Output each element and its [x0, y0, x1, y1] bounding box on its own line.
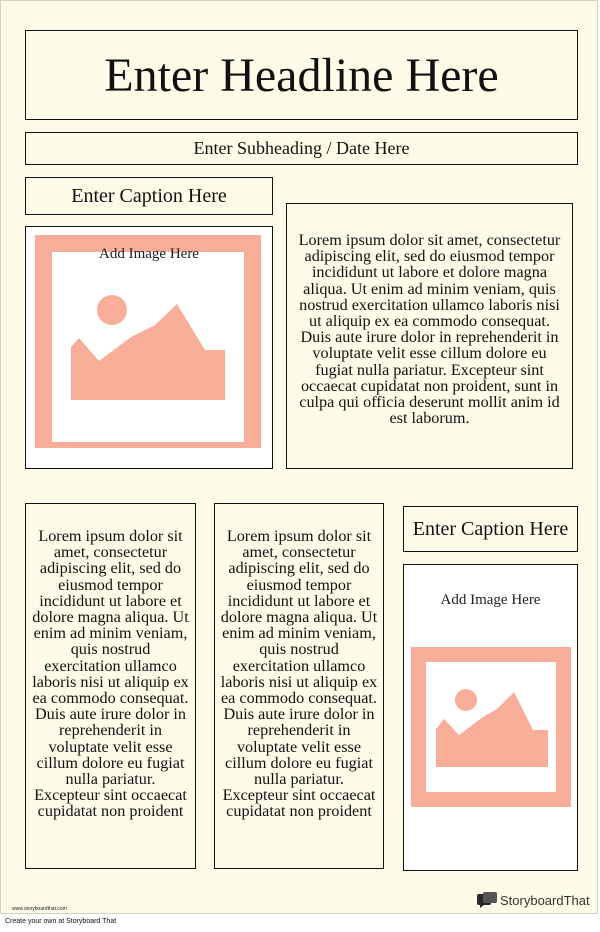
add-image-label: Add Image Here: [99, 246, 199, 262]
subheading[interactable]: Enter Subheading / Date Here: [25, 132, 578, 165]
image-placeholder-icon: [411, 647, 571, 807]
footer-url[interactable]: www.storyboardthat.com: [12, 906, 67, 912]
image-frame-right[interactable]: [403, 564, 578, 871]
brand-logo[interactable]: [477, 892, 590, 908]
text-block-right[interactable]: Lorem ipsum dolor sit amet, consectetur adipiscing elit, sed do eiusmod tempor incididunt ut labore et dolore magna aliqua. Ut enim ad minim veniam, quis nostrud exercitation ullamco laboris nisi ut aliquip ex ea commodo consequat. Duis aute irure dolor in reprehenderit in voluptate velit esse cillum dolore eu fugiat nulla pariatur. Excepteur sint occaecat cupidatat non proident, sunt in culpa qui officia deserunt mollit anim id est laborum.: [286, 203, 573, 469]
text-block-bottom-1[interactable]: Lorem ipsum dolor sit amet, consectetur adipiscing elit, sed do eiusmod tempor incididunt ut labore et dolore magna aliqua. Ut enim ad minim veniam, quis nostrud exercitation ullamco laboris nisi ut aliquip ex ea commodo consequat. Duis aute irure dolor in reprehenderit in voluptate velit esse cillum dolore eu fugiat nulla pariatur. Excepteur sint occaecat cupidatat non proident: [25, 503, 196, 869]
text-block-bottom-2[interactable]: Lorem ipsum dolor sit amet, consectetur adipiscing elit, sed do eiusmod tempor incididunt ut labore et dolore magna aliqua. Ut enim ad minim veniam, quis nostrud exercitation ullamco laboris nisi ut aliquip ex ea commodo consequat. Duis aute irure dolor in reprehenderit in voluptate velit esse cillum dolore eu fugiat nulla pariatur. Excepteur sint occaecat cupidatat non proident: [214, 503, 384, 869]
caption-right[interactable]: Enter Caption Here: [403, 506, 578, 552]
image-placeholder-icon: [35, 235, 261, 448]
image-frame-left[interactable]: [25, 226, 273, 469]
brand-name: StoryboardThat: [500, 892, 590, 908]
storyboardthat-logo-icon: [477, 892, 497, 908]
headline[interactable]: Enter Headline Here: [25, 30, 578, 120]
add-image-label: Add Image Here: [440, 592, 541, 608]
caption-left[interactable]: Enter Caption Here: [25, 177, 273, 215]
credit-line[interactable]: Create your own at Storyboard That: [5, 918, 117, 925]
